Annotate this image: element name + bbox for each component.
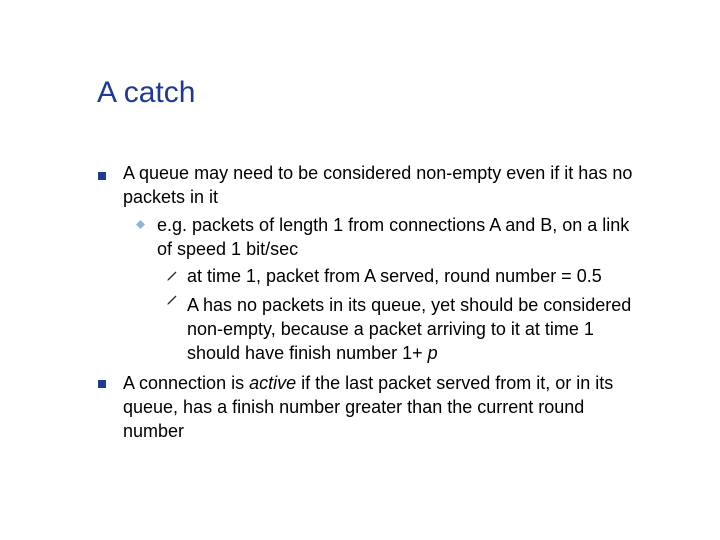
sub-sub-bullet-item: [187, 264, 697, 288]
bullet-line: e.g. packets of length 1 from connections A and B, on a link: [157, 215, 630, 235]
bullet-line-text: if the last packet served from it, or in its: [296, 373, 614, 393]
square-bullet-icon: [98, 172, 106, 180]
bullet-line: of speed 1 bit/sec: [157, 239, 299, 259]
bullet-line: [123, 371, 703, 395]
bullet-line: packets in it: [123, 187, 219, 207]
bullet-line: number: [123, 421, 185, 441]
bullet-line-text: A connection is: [123, 373, 250, 393]
sub-bullet-item: [157, 213, 697, 261]
bullet-item: [123, 371, 703, 443]
italic-term: active: [249, 373, 297, 393]
italic-variable: p: [427, 343, 438, 363]
sub-sub-bullet-item: [187, 293, 697, 365]
bullet-line: A queue may need to be considered non-empty even if it has no: [123, 163, 633, 183]
bullet-item: [123, 161, 703, 209]
bullet-line: at time 1, packet from A served, round number = 0.5: [187, 266, 602, 286]
bullet-line: non-empty, because a packet arriving to it at time 1: [187, 319, 594, 339]
pen-bullet-icon: [166, 294, 178, 306]
bullet-line: queue, has a finish number greater than the current round: [123, 397, 585, 417]
bullet-line-text: should have finish number 1+: [187, 343, 428, 363]
bullet-line: [187, 341, 697, 365]
square-bullet-icon: [98, 380, 106, 388]
slide-title: A catch: [97, 76, 196, 109]
diamond-bullet-icon: [136, 220, 145, 229]
bullet-line: A has no packets in its queue, yet should be considered: [187, 295, 632, 315]
pen-bullet-icon: [166, 270, 178, 282]
